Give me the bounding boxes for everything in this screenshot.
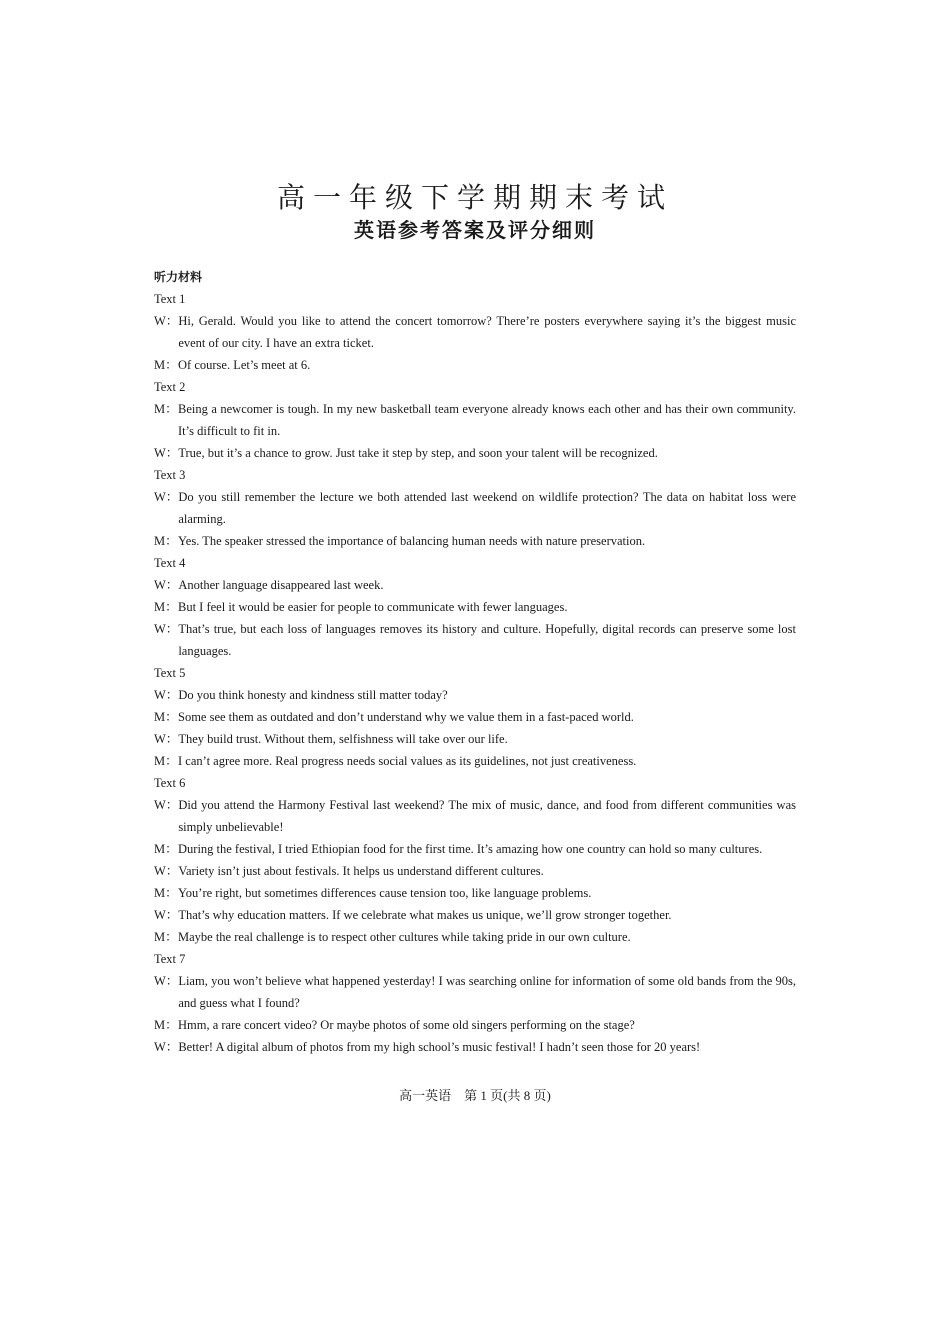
dialogue-line	[154, 398, 796, 442]
speaker-label: W：	[154, 864, 179, 878]
utterance-text: True, but it’s a chance to grow. Just take it step by step, and soon your talent will be recognized.	[178, 446, 658, 460]
speaker-label: M：	[154, 600, 178, 614]
dialogue-line	[154, 750, 796, 772]
speaker-label: W：	[154, 798, 179, 812]
dialogue-line	[154, 706, 796, 728]
speaker-label: M：	[154, 842, 178, 856]
dialogue-line	[154, 1036, 796, 1058]
speaker-label: M：	[154, 886, 178, 900]
speaker-label: M：	[154, 754, 178, 768]
utterance-text: Hmm, a rare concert video? Or maybe photos of some old singers performing on the stage?	[178, 1018, 635, 1032]
dialogue-line	[154, 926, 796, 948]
utterance-text: Another language disappeared last week.	[178, 578, 384, 592]
speaker-label: W：	[154, 446, 179, 460]
utterance-text: Variety isn’t just about festivals. It helps us understand different cultures.	[178, 864, 544, 878]
dialogue-line	[154, 728, 796, 750]
speaker-label: M：	[154, 534, 178, 548]
speaker-label: W：	[154, 688, 179, 702]
dialogue-line	[154, 442, 796, 464]
utterance-text: Being a newcomer is tough. In my new basketball team everyone already knows each other and has their own community. It’s difficult to fit in.	[178, 402, 796, 438]
dialogue-line	[154, 904, 796, 926]
exam-subtitle: 英语参考答案及评分细则	[354, 218, 596, 242]
speaker-label: M：	[154, 1018, 178, 1032]
listening-transcript	[154, 266, 796, 1058]
speaker-label: W：	[154, 578, 179, 592]
dialogue-line	[154, 860, 796, 882]
utterance-text: Hi, Gerald. Would you like to attend the concert tomorrow? There’re posters everywhere saying it’s the biggest music event of our city. I have an extra ticket.	[178, 314, 796, 350]
text-label: Text 3	[154, 468, 186, 482]
dialogue-line	[154, 310, 796, 354]
utterance-text: That’s true, but each loss of languages removes its history and culture. Hopefully, digital records can preserve some lost languages.	[178, 622, 796, 658]
speaker-label: W：	[154, 314, 179, 328]
utterance-text: But I feel it would be easier for people to communicate with fewer languages.	[178, 600, 568, 614]
text-label: Text 5	[154, 666, 186, 680]
speaker-label: W：	[154, 490, 179, 504]
speaker-label: W：	[154, 974, 179, 988]
text-label: Text 1	[154, 292, 186, 306]
speaker-label: W：	[154, 908, 179, 922]
speaker-label: W：	[154, 622, 179, 636]
dialogue-line	[154, 1014, 796, 1036]
utterance-text: Did you attend the Harmony Festival last weekend? The mix of music, dance, and food from different communities was simply unbelievable!	[178, 798, 796, 834]
dialogue-line	[154, 618, 796, 662]
text-label: Text 2	[154, 380, 186, 394]
speaker-label: M：	[154, 710, 178, 724]
section-title: 听力材料	[154, 270, 203, 284]
speaker-label: W：	[154, 1040, 179, 1054]
utterance-text: Better! A digital album of photos from my high school’s music festival! I hadn’t seen those for 20 years!	[178, 1040, 701, 1054]
utterance-text: Of course. Let’s meet at 6.	[178, 358, 311, 372]
utterance-text: They build trust. Without them, selfishness will take over our life.	[178, 732, 508, 746]
speaker-label: M：	[154, 402, 178, 416]
utterance-text: Maybe the real challenge is to respect other cultures while taking pride in our own culture.	[178, 930, 631, 944]
dialogue-line	[154, 354, 796, 376]
speaker-label: M：	[154, 930, 178, 944]
utterance-text: During the festival, I tried Ethiopian food for the first time. It’s amazing how one country can hold so many cultures.	[178, 842, 763, 856]
utterance-text: That’s why education matters. If we celebrate what makes us unique, we’ll grow stronger together.	[178, 908, 672, 922]
speaker-label: W：	[154, 732, 179, 746]
utterance-text: Some see them as outdated and don’t understand why we value them in a fast-paced world.	[178, 710, 634, 724]
exam-title: 高一年级下学期期末考试	[276, 181, 673, 214]
page-footer: 高一英语 第 1 页(共 8 页)	[399, 1088, 551, 1103]
text-label: Text 4	[154, 556, 186, 570]
utterance-text: Do you still remember the lecture we both attended last weekend on wildlife protection? The data on habitat loss were alarming.	[178, 490, 796, 526]
dialogue-line	[154, 970, 796, 1014]
dialogue-line	[154, 684, 796, 706]
utterance-text: Liam, you won’t believe what happened yesterday! I was searching online for information of some old bands from the 90s, and guess what I found?	[178, 974, 796, 1010]
dialogue-line	[154, 486, 796, 530]
utterance-text: Do you think honesty and kindness still matter today?	[178, 688, 448, 702]
utterance-text: Yes. The speaker stressed the importance of balancing human needs with nature preservation.	[178, 534, 646, 548]
utterance-text: I can’t agree more. Real progress needs social values as its guidelines, not just creativeness.	[178, 754, 637, 768]
dialogue-line	[154, 596, 796, 618]
text-label: Text 6	[154, 776, 186, 790]
utterance-text: You’re right, but sometimes differences cause tension too, like language problems.	[178, 886, 592, 900]
dialogue-line	[154, 530, 796, 552]
dialogue-line	[154, 838, 796, 860]
texts-list	[154, 288, 796, 1058]
dialogue-line	[154, 794, 796, 838]
speaker-label: M：	[154, 358, 178, 372]
dialogue-line	[154, 574, 796, 596]
text-label: Text 7	[154, 952, 186, 966]
dialogue-line	[154, 882, 796, 904]
